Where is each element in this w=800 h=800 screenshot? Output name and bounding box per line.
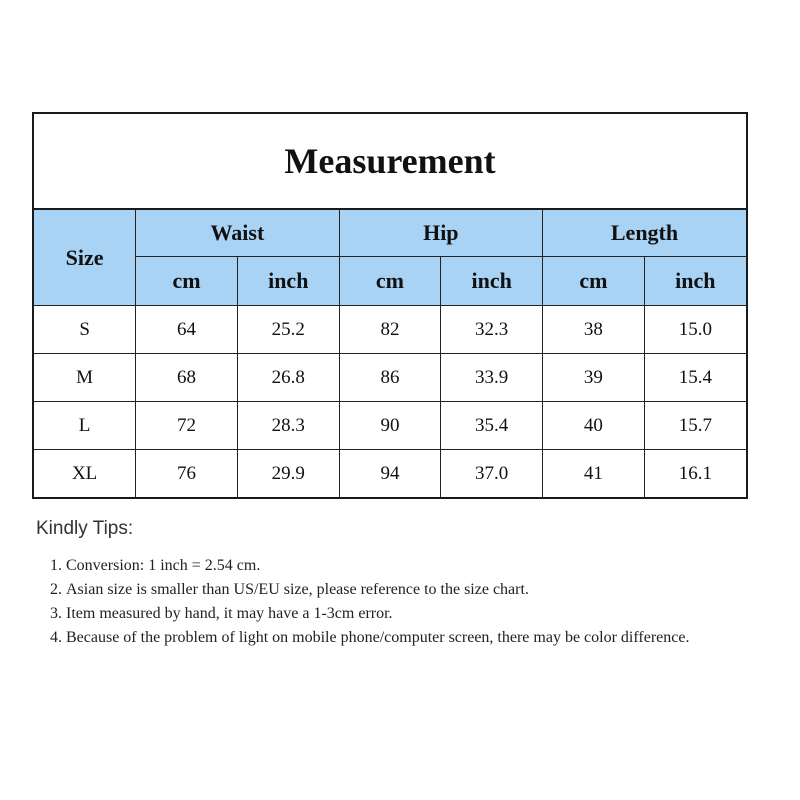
table-cell: 26.8: [237, 354, 339, 402]
tip-item: 4. Because of the problem of light on mobile phone/computer screen, there may be color difference.: [66, 626, 736, 650]
unit-header: cm: [339, 257, 441, 306]
unit-header: inch: [644, 257, 746, 306]
table-cell: 29.9: [237, 450, 339, 498]
size-cell: S: [34, 306, 136, 354]
size-header: Size: [34, 210, 136, 306]
table-cell: 16.1: [644, 450, 746, 498]
tips-list: [36, 554, 736, 650]
unit-header: cm: [543, 257, 645, 306]
hip-header: Hip: [339, 210, 542, 257]
table-cell: 28.3: [237, 402, 339, 450]
unit-header: inch: [441, 257, 543, 306]
waist-header: Waist: [136, 210, 339, 257]
table-row: [34, 306, 746, 354]
tip-item: 1. Conversion: 1 inch = 2.54 cm.: [66, 554, 736, 578]
tips-title: Kindly Tips:: [36, 518, 134, 539]
table-row: [34, 402, 746, 450]
table-cell: 37.0: [441, 450, 543, 498]
size-chart: [32, 112, 748, 499]
table-cell: 35.4: [441, 402, 543, 450]
chart-title: Measurement: [34, 114, 746, 210]
table-row: [34, 450, 746, 498]
table-cell: 76: [136, 450, 238, 498]
size-table: [34, 210, 746, 497]
table-cell: 39: [543, 354, 645, 402]
tip-item: 2. Asian size is smaller than US/EU size, please reference to the size chart.: [66, 578, 736, 602]
table-cell: 15.7: [644, 402, 746, 450]
table-cell: 64: [136, 306, 238, 354]
table-cell: 90: [339, 402, 441, 450]
size-cell: L: [34, 402, 136, 450]
table-cell: 40: [543, 402, 645, 450]
header-row-units: [34, 257, 746, 306]
table-cell: 25.2: [237, 306, 339, 354]
size-cell: M: [34, 354, 136, 402]
table-cell: 15.4: [644, 354, 746, 402]
length-header: Length: [543, 210, 746, 257]
table-cell: 86: [339, 354, 441, 402]
table-cell: 94: [339, 450, 441, 498]
table-cell: 15.0: [644, 306, 746, 354]
size-cell: XL: [34, 450, 136, 498]
header-row-groups: [34, 210, 746, 257]
table-cell: 82: [339, 306, 441, 354]
unit-header: cm: [136, 257, 238, 306]
tip-item: 3. Item measured by hand, it may have a 1-3cm error.: [66, 602, 736, 626]
table-cell: 68: [136, 354, 238, 402]
table-cell: 38: [543, 306, 645, 354]
tips-section: [36, 518, 736, 650]
table-cell: 41: [543, 450, 645, 498]
table-cell: 72: [136, 402, 238, 450]
table-cell: 32.3: [441, 306, 543, 354]
unit-header: inch: [237, 257, 339, 306]
table-cell: 33.9: [441, 354, 543, 402]
table-row: [34, 354, 746, 402]
